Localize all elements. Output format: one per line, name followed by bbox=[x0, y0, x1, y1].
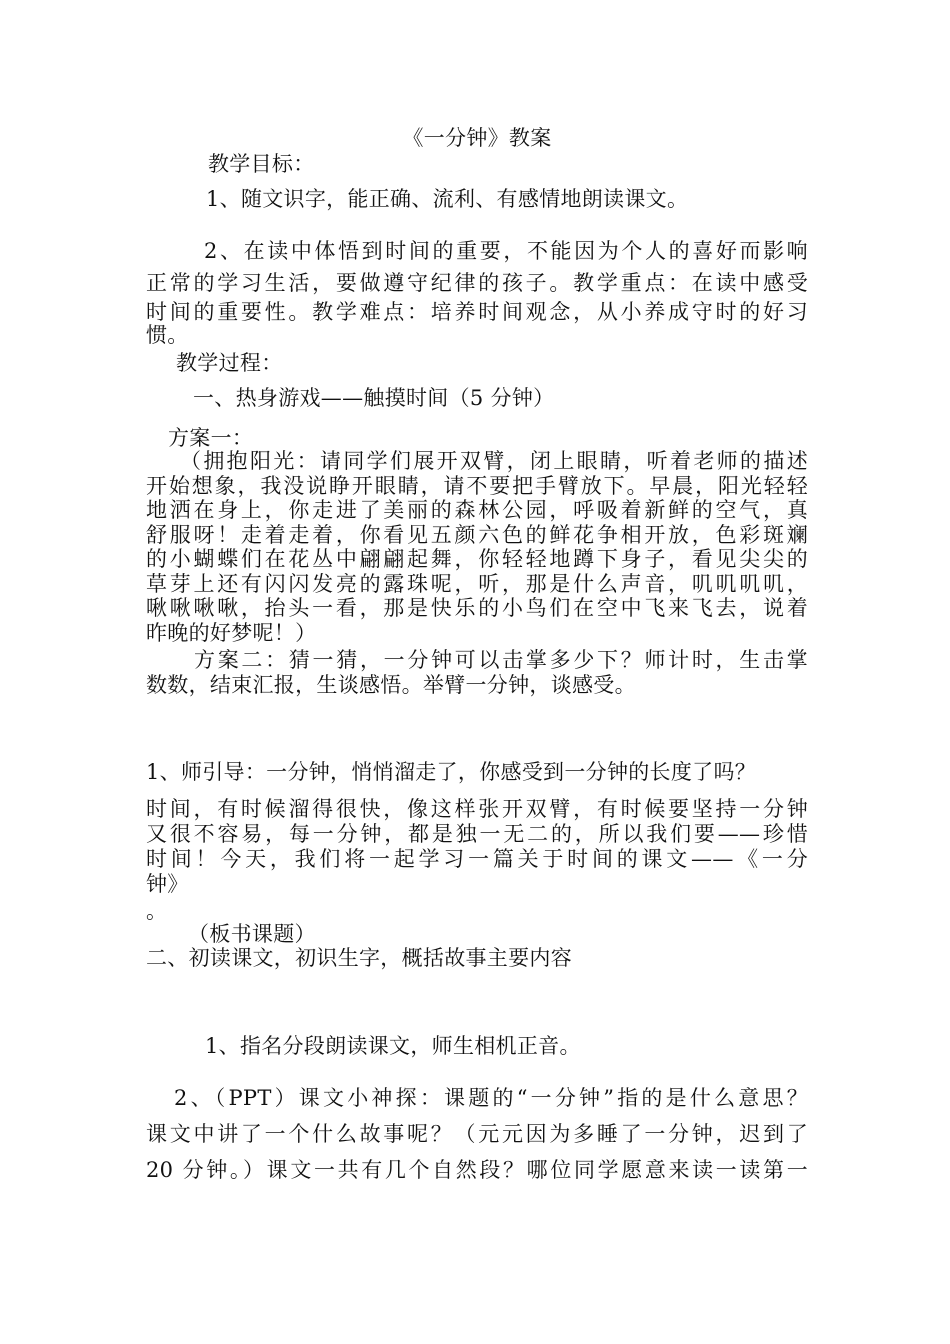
plan-1-heading: 方案一： bbox=[168, 426, 254, 450]
text-line: 又很不容易，每一分钟，都是独一无二的，所以我们要——珍惜 bbox=[146, 822, 808, 846]
text-line: 2、（PPT）课文小神探：课题的“一分钟”指的是什么意思？ bbox=[174, 1086, 808, 1110]
plan-2-paragraph bbox=[146, 648, 808, 698]
text-line: 时间！今天，我们将一起学习一篇关于时间的课文——《一分 bbox=[146, 847, 808, 871]
guide-paragraph bbox=[146, 797, 808, 925]
text-line: 啾啾啾啾，抬头一看，那是快乐的小鸟们在空中飞来飞去，说着 bbox=[146, 596, 808, 620]
text-line: 20 分钟。）课文一共有几个自然段？哪位同学愿意来读一读第一 bbox=[146, 1158, 808, 1182]
step-1: 1、指名分段朗读课文，师生相机正音。 bbox=[205, 1034, 581, 1058]
text-line: 昨晚的好梦呢！） bbox=[146, 620, 317, 645]
text-line: 时间，有时候溜得很快，像这样张开双臂，有时候要坚持一分钟 bbox=[146, 797, 808, 821]
step-2-paragraph bbox=[146, 1080, 808, 1188]
goal-1: 1、随文识字，能正确、流利、有感情地朗读课文。 bbox=[206, 187, 689, 211]
text-line: 。 bbox=[146, 899, 168, 923]
text-line: 惯。 bbox=[146, 323, 189, 347]
text-line: 数数，结束汇报，生谈感悟。举臂一分钟，谈感受。 bbox=[146, 673, 636, 697]
text-line: 地洒在身上，你走进了美丽的森林公园，呼吸着新鲜的空气，真 bbox=[146, 498, 808, 522]
text-line: 钟》 bbox=[146, 872, 189, 896]
guide-1: 1、师引导：一分钟，悄悄溜走了，你感受到一分钟的长度了吗？ bbox=[146, 760, 757, 784]
text-line: 的小蝴蝶们在花丛中翩翩起舞，你轻轻地蹲下身子，看见尖尖的 bbox=[146, 547, 808, 571]
plan-1-paragraph bbox=[146, 449, 808, 645]
goals-heading: 教学目标： bbox=[208, 152, 315, 176]
text-line: 开始想象，我没说睁开眼睛，请不要把手臂放下。早晨，阳光轻轻 bbox=[146, 473, 808, 498]
text-line: 草芽上还有闪闪发亮的露珠呢，听，那是什么声音，叽叽叽叽， bbox=[146, 571, 808, 596]
text-line: 时间的重要性。教学难点：培养时间观念，从小养成守时的好习 bbox=[146, 300, 808, 324]
goal-2-paragraph bbox=[146, 236, 808, 346]
text-line: 方案二：猜一猜，一分钟可以击掌多少下？师计时，生击掌 bbox=[194, 648, 808, 672]
document-title: 《一分钟》教案 bbox=[402, 126, 552, 150]
section-1-heading: 一、热身游戏——触摸时间（5 分钟） bbox=[193, 386, 555, 410]
text-line: 舒服呀！走着走着，你看见五颜六色的鲜花争相开放，色彩斑斓 bbox=[146, 522, 808, 547]
section-2-heading: 二、初读课文，初识生字，概括故事主要内容 bbox=[146, 946, 572, 970]
text-line: 课文中讲了一个什么故事呢？（元元因为多睡了一分钟，迟到了 bbox=[146, 1122, 808, 1146]
process-heading: 教学过程： bbox=[176, 351, 283, 375]
text-line: 2、在读中体悟到时间的重要，不能因为个人的喜好而影响 bbox=[204, 239, 808, 263]
board-title: （板书课题） bbox=[188, 922, 316, 946]
text-line: 正常的学习生活，要做遵守纪律的孩子。教学重点：在读中感受 bbox=[146, 271, 808, 295]
text-line: （拥抱阳光：请同学们展开双臂，闭上眼睛，听着老师的描述 bbox=[180, 449, 808, 473]
